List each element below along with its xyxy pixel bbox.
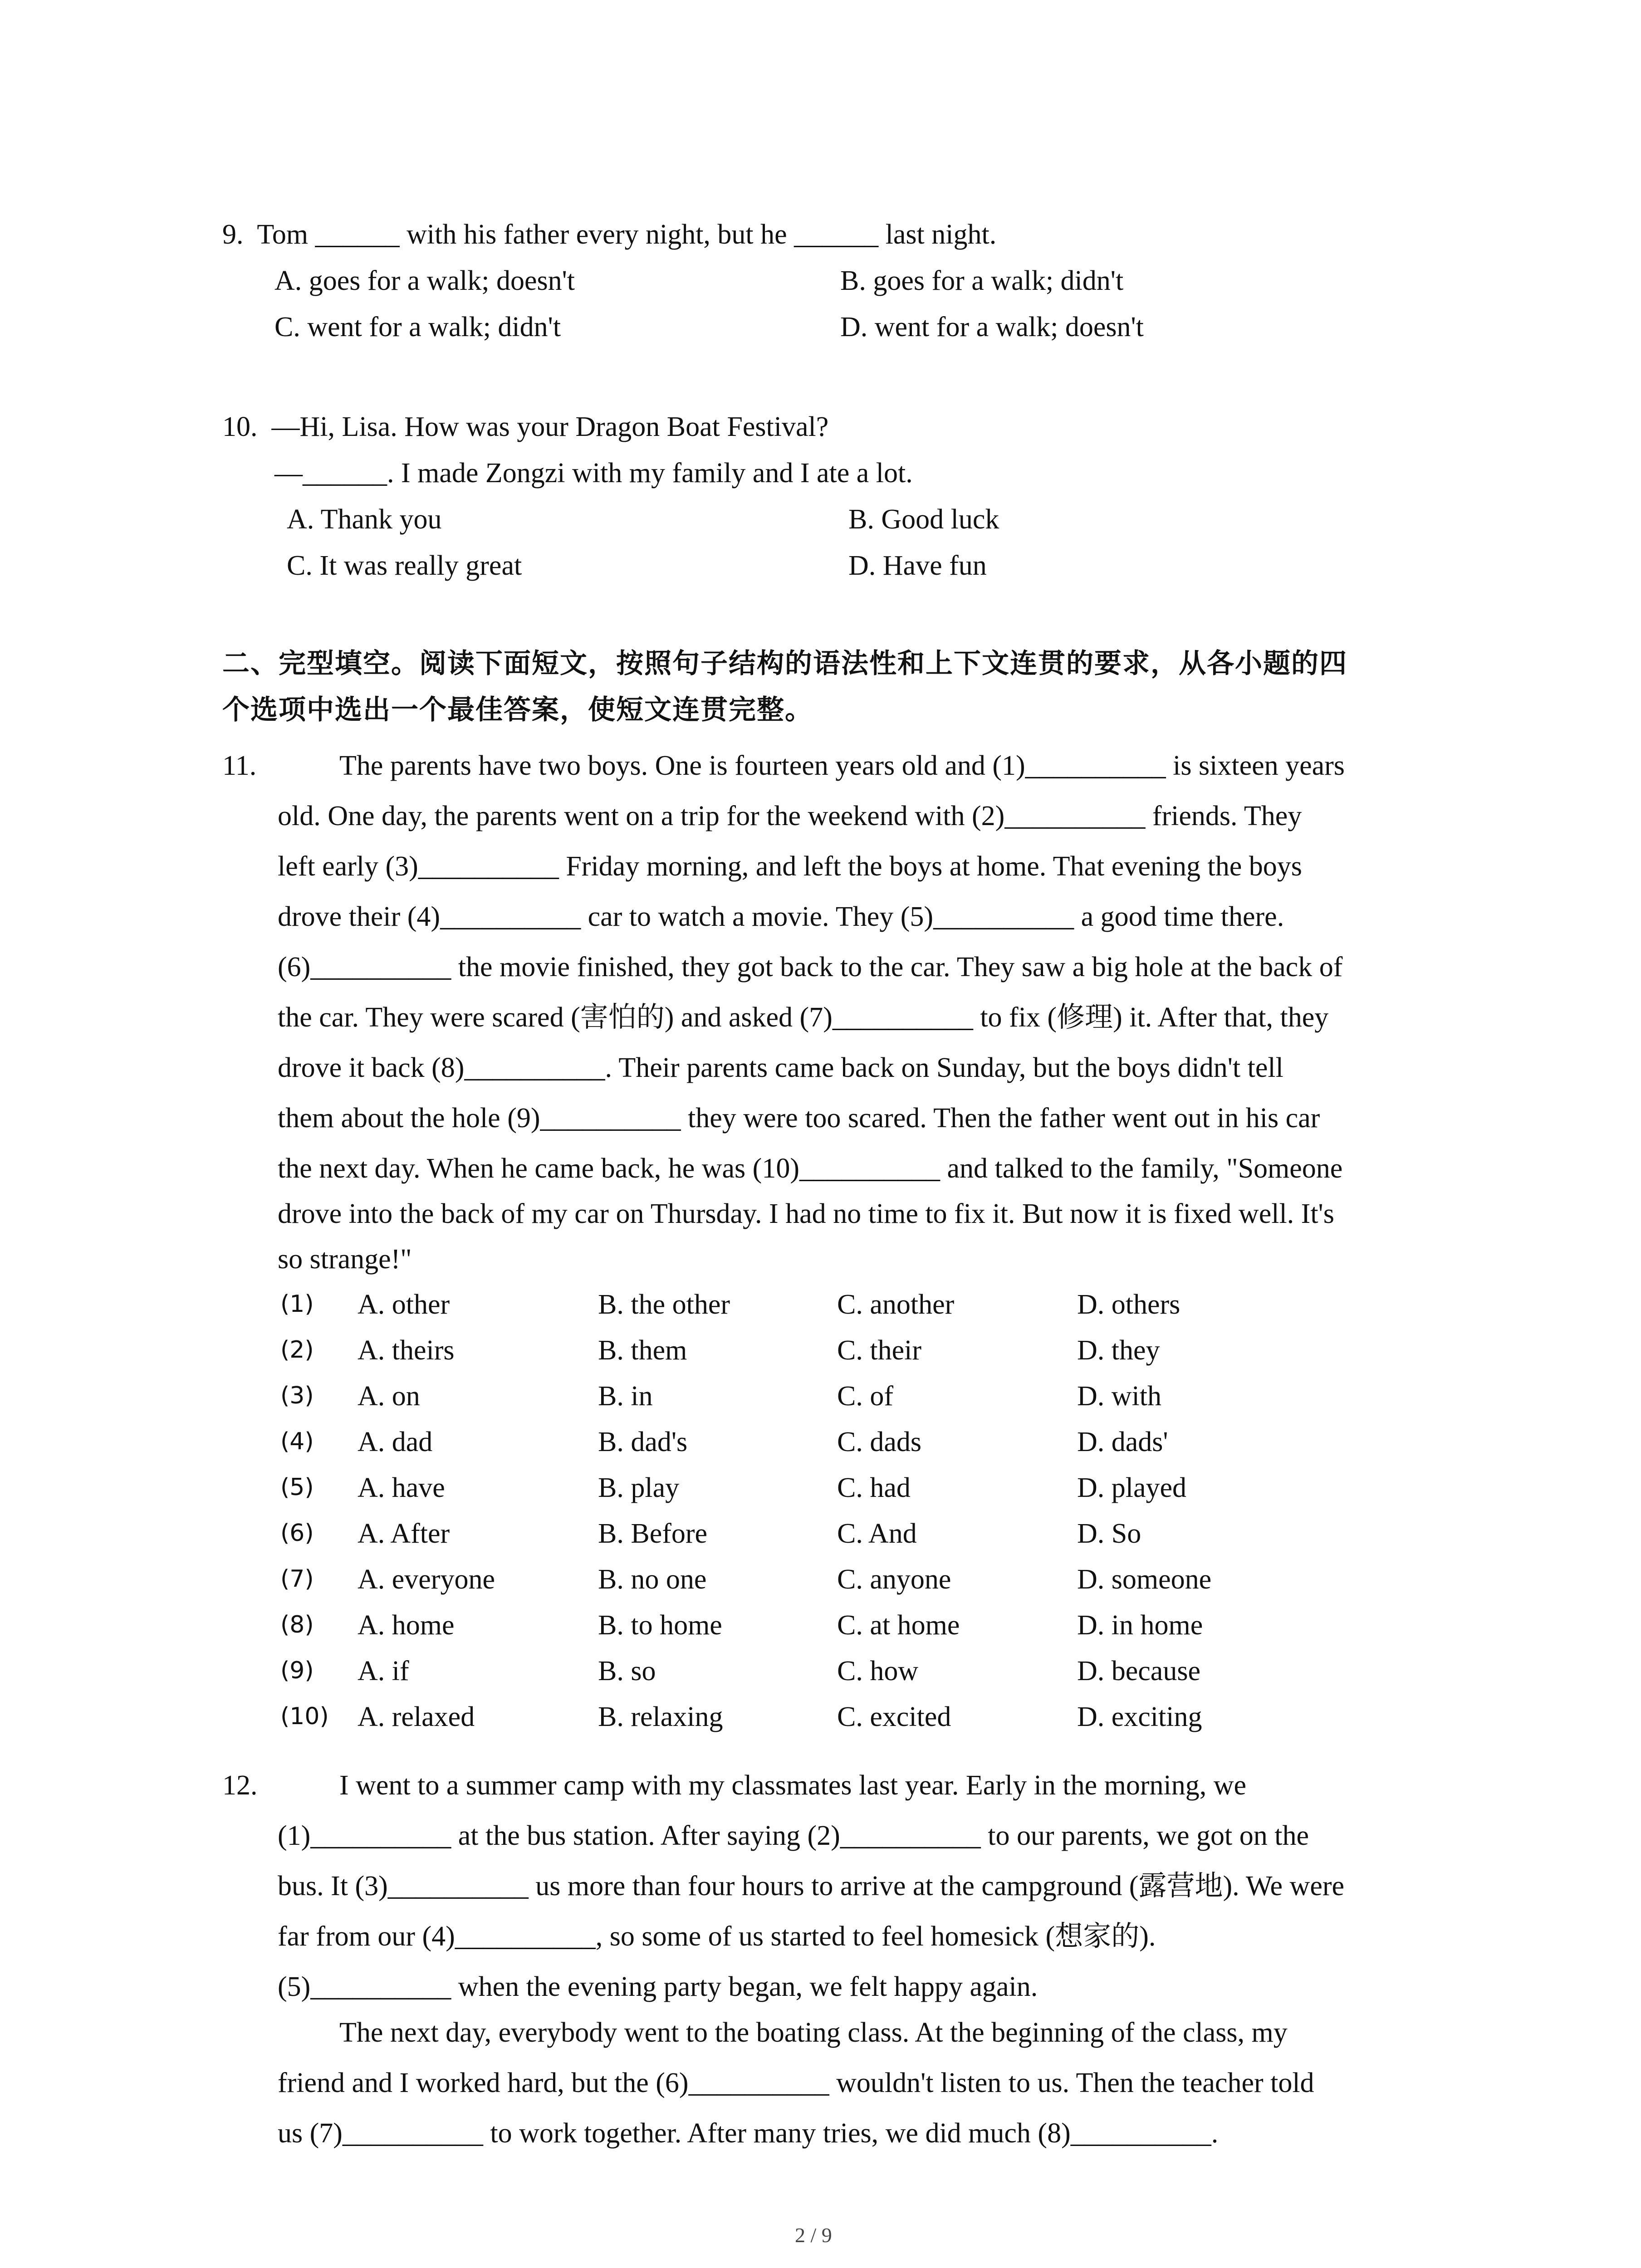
- q11-option-a: A. dad: [358, 1427, 433, 1457]
- q11-option-number: (10): [280, 1703, 329, 1730]
- q11-option-d: D. because: [1077, 1656, 1200, 1686]
- q11-passage-line: old. One day, the parents went on a trip for the weekend with (2)__________ friends. They: [278, 801, 1302, 831]
- q11-option-a: A. home: [358, 1610, 455, 1641]
- q12-passage-line: (5)__________ when the evening party began, we felt happy again.: [278, 1971, 1038, 2002]
- q11-option-b: B. play: [598, 1472, 680, 1503]
- q11-option-d: D. with: [1077, 1381, 1161, 1412]
- q9-option-c: C. went for a walk; didn't: [274, 312, 561, 342]
- q11-option-number: (6): [280, 1520, 314, 1547]
- q11-option-d: D. others: [1077, 1289, 1181, 1320]
- q11-option-b: B. so: [598, 1656, 656, 1686]
- q11-passage-line: drove it back (8)__________. Their parents came back on Sunday, but the boys didn't tell: [278, 1052, 1283, 1083]
- q11-passage-line: them about the hole (9)__________ they were too scared. Then the father went out in his car: [278, 1103, 1320, 1134]
- q12-passage-line: bus. It (3)__________ us more than four hours to arrive at the campground (露营地). We were: [278, 1871, 1345, 1901]
- q11-option-b: B. dad's: [598, 1427, 688, 1457]
- q11-option-c: C. at home: [837, 1610, 960, 1641]
- q12-passage-line: The next day, everybody went to the boating class. At the beginning of the class, my: [339, 2017, 1288, 2048]
- q11-option-d: D. So: [1077, 1518, 1141, 1549]
- q11-option-a: A. theirs: [358, 1335, 455, 1366]
- q12-passage-line: us (7)__________ to work together. After many tries, we did much (8)__________.: [278, 2118, 1219, 2149]
- q11-option-d: D. exciting: [1077, 1701, 1202, 1732]
- q12-number: 12.: [222, 1770, 258, 1801]
- q11-passage-line: left early (3)__________ Friday morning, and left the boys at home. That evening the boys: [278, 851, 1302, 882]
- q11-option-a: A. other: [358, 1289, 450, 1320]
- q12-passage-line: friend and I worked hard, but the (6)__________ wouldn't listen to us. Then the teacher told: [278, 2068, 1314, 2098]
- q11-option-a: A. After: [358, 1518, 450, 1549]
- section2-heading-line1: 二、完型填空。阅读下面短文，按照句子结构的语法性和上下文连贯的要求，从各小题的四: [222, 648, 1347, 679]
- q11-option-a: A. if: [358, 1656, 409, 1686]
- q11-option-c: C. had: [837, 1472, 911, 1503]
- q11-option-b: B. them: [598, 1335, 687, 1366]
- q11-option-number: (1): [280, 1290, 314, 1318]
- q11-passage-line: drove into the back of my car on Thursday. I had no time to fix it. But now it is fixed well. It's: [278, 1198, 1334, 1229]
- q11-option-d: D. dads': [1077, 1427, 1168, 1457]
- q11-passage-line: drove their (4)__________ car to watch a movie. They (5)__________ a good time there.: [278, 901, 1284, 932]
- q11-option-a: A. relaxed: [358, 1701, 475, 1732]
- q11-number: 11.: [222, 750, 257, 781]
- q11-option-b: B. relaxing: [598, 1701, 723, 1732]
- q11-option-number: (8): [280, 1611, 314, 1638]
- q11-option-d: D. in home: [1077, 1610, 1203, 1641]
- q11-option-b: B. Before: [598, 1518, 708, 1549]
- q11-option-a: A. on: [358, 1381, 420, 1412]
- q12-passage-line: (1)__________ at the bus station. After saying (2)__________ to our parents, we got on the: [278, 1820, 1309, 1851]
- q11-passage-line: the next day. When he came back, he was (10)__________ and talked to the family, "Someone: [278, 1153, 1343, 1184]
- q11-option-number: (9): [280, 1657, 314, 1684]
- q10-option-a: A. Thank you: [287, 504, 442, 535]
- q11-option-b: B. the other: [598, 1289, 730, 1320]
- q11-option-b: B. no one: [598, 1564, 707, 1595]
- page-number: 2 / 9: [795, 2224, 832, 2247]
- q11-option-c: C. of: [837, 1381, 893, 1412]
- q11-option-number: (7): [280, 1565, 314, 1593]
- q11-passage-line: The parents have two boys. One is fourteen years old and (1)__________ is sixteen years: [339, 750, 1345, 781]
- q10-stem: 10. —Hi, Lisa. How was your Dragon Boat Festival?: [222, 411, 829, 442]
- q11-option-number: (3): [280, 1382, 314, 1409]
- q11-passage-line: so strange!": [278, 1244, 412, 1275]
- q12-passage-line: far from our (4)__________, so some of us started to feel homesick (想家的).: [278, 1921, 1156, 1952]
- q9-option-d: D. went for a walk; doesn't: [840, 312, 1144, 342]
- q11-option-b: B. to home: [598, 1610, 722, 1641]
- q9-option-b: B. goes for a walk; didn't: [840, 265, 1124, 296]
- q11-option-c: C. dads: [837, 1427, 921, 1457]
- q11-option-a: A. everyone: [358, 1564, 495, 1595]
- q11-option-number: (5): [280, 1474, 314, 1501]
- q11-option-number: (4): [280, 1428, 314, 1455]
- q11-option-c: C. their: [837, 1335, 921, 1366]
- q10-option-c: C. It was really great: [287, 550, 522, 581]
- q9-stem: 9. Tom ______ with his father every night, but he ______ last night.: [222, 219, 997, 250]
- q10-response: —______. I made Zongzi with my family and I ate a lot.: [274, 458, 913, 489]
- q9-option-a: A. goes for a walk; doesn't: [274, 265, 575, 296]
- q11-option-c: C. anyone: [837, 1564, 951, 1595]
- q11-option-number: (2): [280, 1336, 314, 1364]
- q11-option-c: C. excited: [837, 1701, 951, 1732]
- q11-option-d: D. played: [1077, 1472, 1187, 1503]
- q12-passage-line: I went to a summer camp with my classmates last year. Early in the morning, we: [339, 1770, 1246, 1801]
- q11-passage-line: the car. They were scared (害怕的) and asked (7)__________ to fix (修理) it. After that, they: [278, 1002, 1329, 1033]
- q11-option-d: D. they: [1077, 1335, 1160, 1366]
- section2-heading-line2: 个选项中选出一个最佳答案，使短文连贯完整。: [222, 694, 813, 726]
- q11-option-d: D. someone: [1077, 1564, 1212, 1595]
- q10-option-b: B. Good luck: [848, 504, 999, 535]
- q10-option-d: D. Have fun: [848, 550, 987, 581]
- q11-option-b: B. in: [598, 1381, 653, 1412]
- q11-option-a: A. have: [358, 1472, 445, 1503]
- q11-option-c: C. And: [837, 1518, 917, 1549]
- q11-option-c: C. how: [837, 1656, 919, 1686]
- q11-passage-line: (6)__________ the movie finished, they got back to the car. They saw a big hole at the back of: [278, 952, 1343, 982]
- q11-option-c: C. another: [837, 1289, 955, 1320]
